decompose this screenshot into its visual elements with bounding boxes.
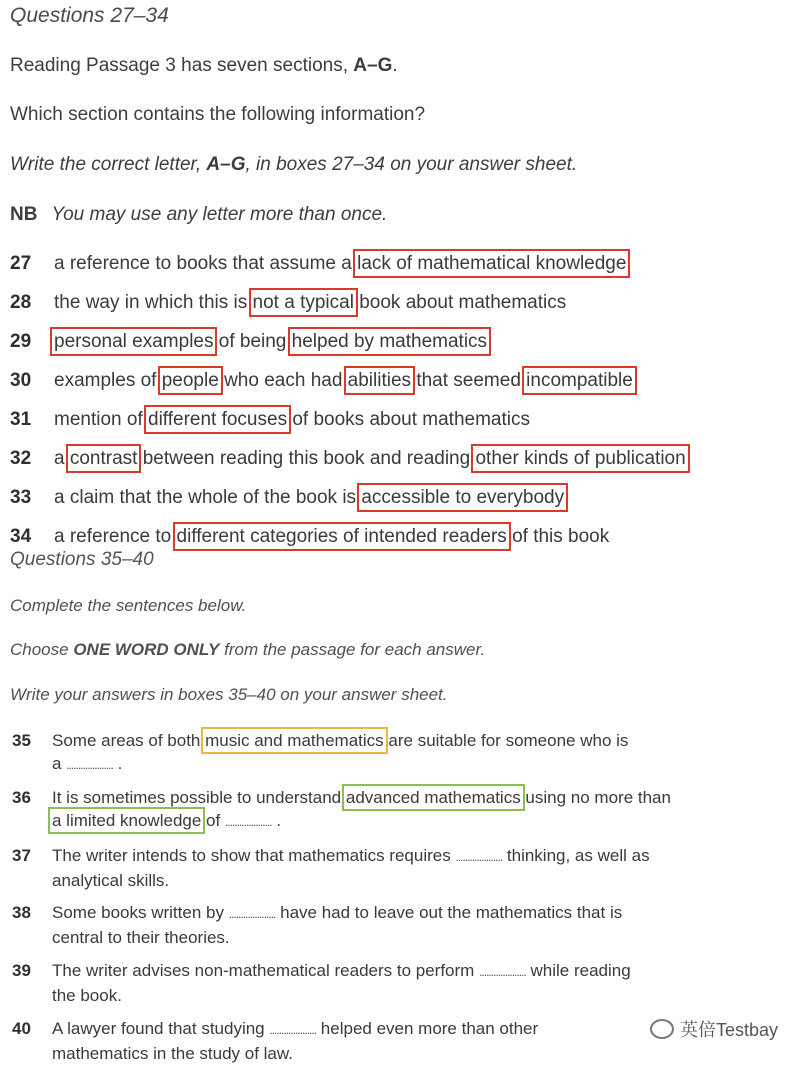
nb-text: You may use any letter more than once. bbox=[51, 204, 388, 225]
question-28: 28 the way in which this is not a typical book about mathematics bbox=[10, 292, 567, 313]
question-30: 30 examples of people who each had abilities that seemed incompatible bbox=[10, 370, 633, 391]
section2-title: Questions 35–40 bbox=[10, 549, 154, 570]
section2-complete: Complete the sentences below. bbox=[10, 596, 247, 615]
answer-blank: .................... bbox=[455, 850, 503, 864]
highlight-box: different categories of intended readers bbox=[176, 526, 507, 547]
highlight-box: accessible to everybody bbox=[361, 487, 565, 508]
question-31: 31 mention of different focuses of books about mathematics bbox=[10, 409, 530, 430]
nb-label: NB bbox=[10, 204, 38, 225]
question-27: 27 a reference to books that assume a lack of mathematical knowledge bbox=[10, 253, 627, 274]
answer-blank: .................... bbox=[479, 965, 526, 979]
question-35: 35 Some areas of both music and mathematics are suitable for someone who is a .................... . bbox=[12, 731, 629, 773]
question-37: 37 The writer intends to show that mathematics requires .................... thinking, as well as analytical skills. bbox=[12, 846, 650, 890]
question-38: 38 Some books written by .................... have had to leave out the mathematics that is central to their theories. bbox=[12, 903, 623, 947]
answer-blank: .................... bbox=[224, 815, 272, 829]
answer-blank: .................... bbox=[66, 758, 113, 772]
question-32: 32 a contrast between reading this book and reading other kinds of publication bbox=[10, 448, 686, 469]
section2-choose: Choose ONE WORD ONLY from the passage for each answer. bbox=[10, 640, 486, 659]
section1-title: Questions 27–34 bbox=[10, 4, 169, 27]
highlight-box: not a typical bbox=[252, 292, 354, 313]
highlight-box: abilities bbox=[347, 370, 412, 391]
highlight-box: contrast bbox=[69, 448, 138, 469]
highlight-box: helped by mathematics bbox=[291, 331, 488, 352]
highlight-box: lack of mathematical knowledge bbox=[357, 253, 627, 274]
highlight-box: personal examples bbox=[54, 331, 214, 352]
highlight-box: other kinds of publication bbox=[475, 448, 686, 469]
highlight-box: different focuses bbox=[148, 409, 288, 430]
wechat-icon bbox=[650, 1019, 674, 1039]
section2-write: Write your answers in boxes 35–40 on your answer sheet. bbox=[10, 685, 448, 704]
highlight-box: advanced mathematics bbox=[345, 788, 521, 807]
section1-question: Which section contains the following information? bbox=[10, 104, 426, 125]
watermark: 英倍Testbay bbox=[650, 1016, 778, 1042]
highlight-box: people bbox=[161, 370, 219, 391]
question-40: 40 A lawyer found that studying .................... helped even more than other mathematics in the study of law. bbox=[12, 1019, 539, 1063]
answer-blank: .................... bbox=[228, 907, 276, 921]
question-34: 34 a reference to different categories of intended readers of this book bbox=[10, 526, 610, 547]
question-29: 29 personal examples of being helped by mathematics bbox=[10, 331, 488, 352]
section1-instruction: Write the correct letter, A–G, in boxes 27–34 on your answer sheet. bbox=[10, 154, 578, 175]
highlight-box: a limited knowledge bbox=[52, 811, 202, 830]
question-39: 39 The writer advises non-mathematical readers to perform .................... while reading the book. bbox=[12, 961, 631, 1005]
highlight-box: incompatible bbox=[526, 370, 633, 391]
question-33: 33 a claim that the whole of the book is accessible to everybody bbox=[10, 487, 565, 508]
question-36: 36 It is sometimes possible to understand advanced mathematics using no more than a limited knowledge of .................... . bbox=[12, 788, 671, 830]
answer-blank: .................... bbox=[269, 1023, 317, 1037]
nb-note bbox=[10, 204, 387, 226]
section1-intro: Reading Passage 3 has seven sections, A–G. bbox=[10, 55, 398, 76]
highlight-box: music and mathematics bbox=[205, 731, 384, 750]
